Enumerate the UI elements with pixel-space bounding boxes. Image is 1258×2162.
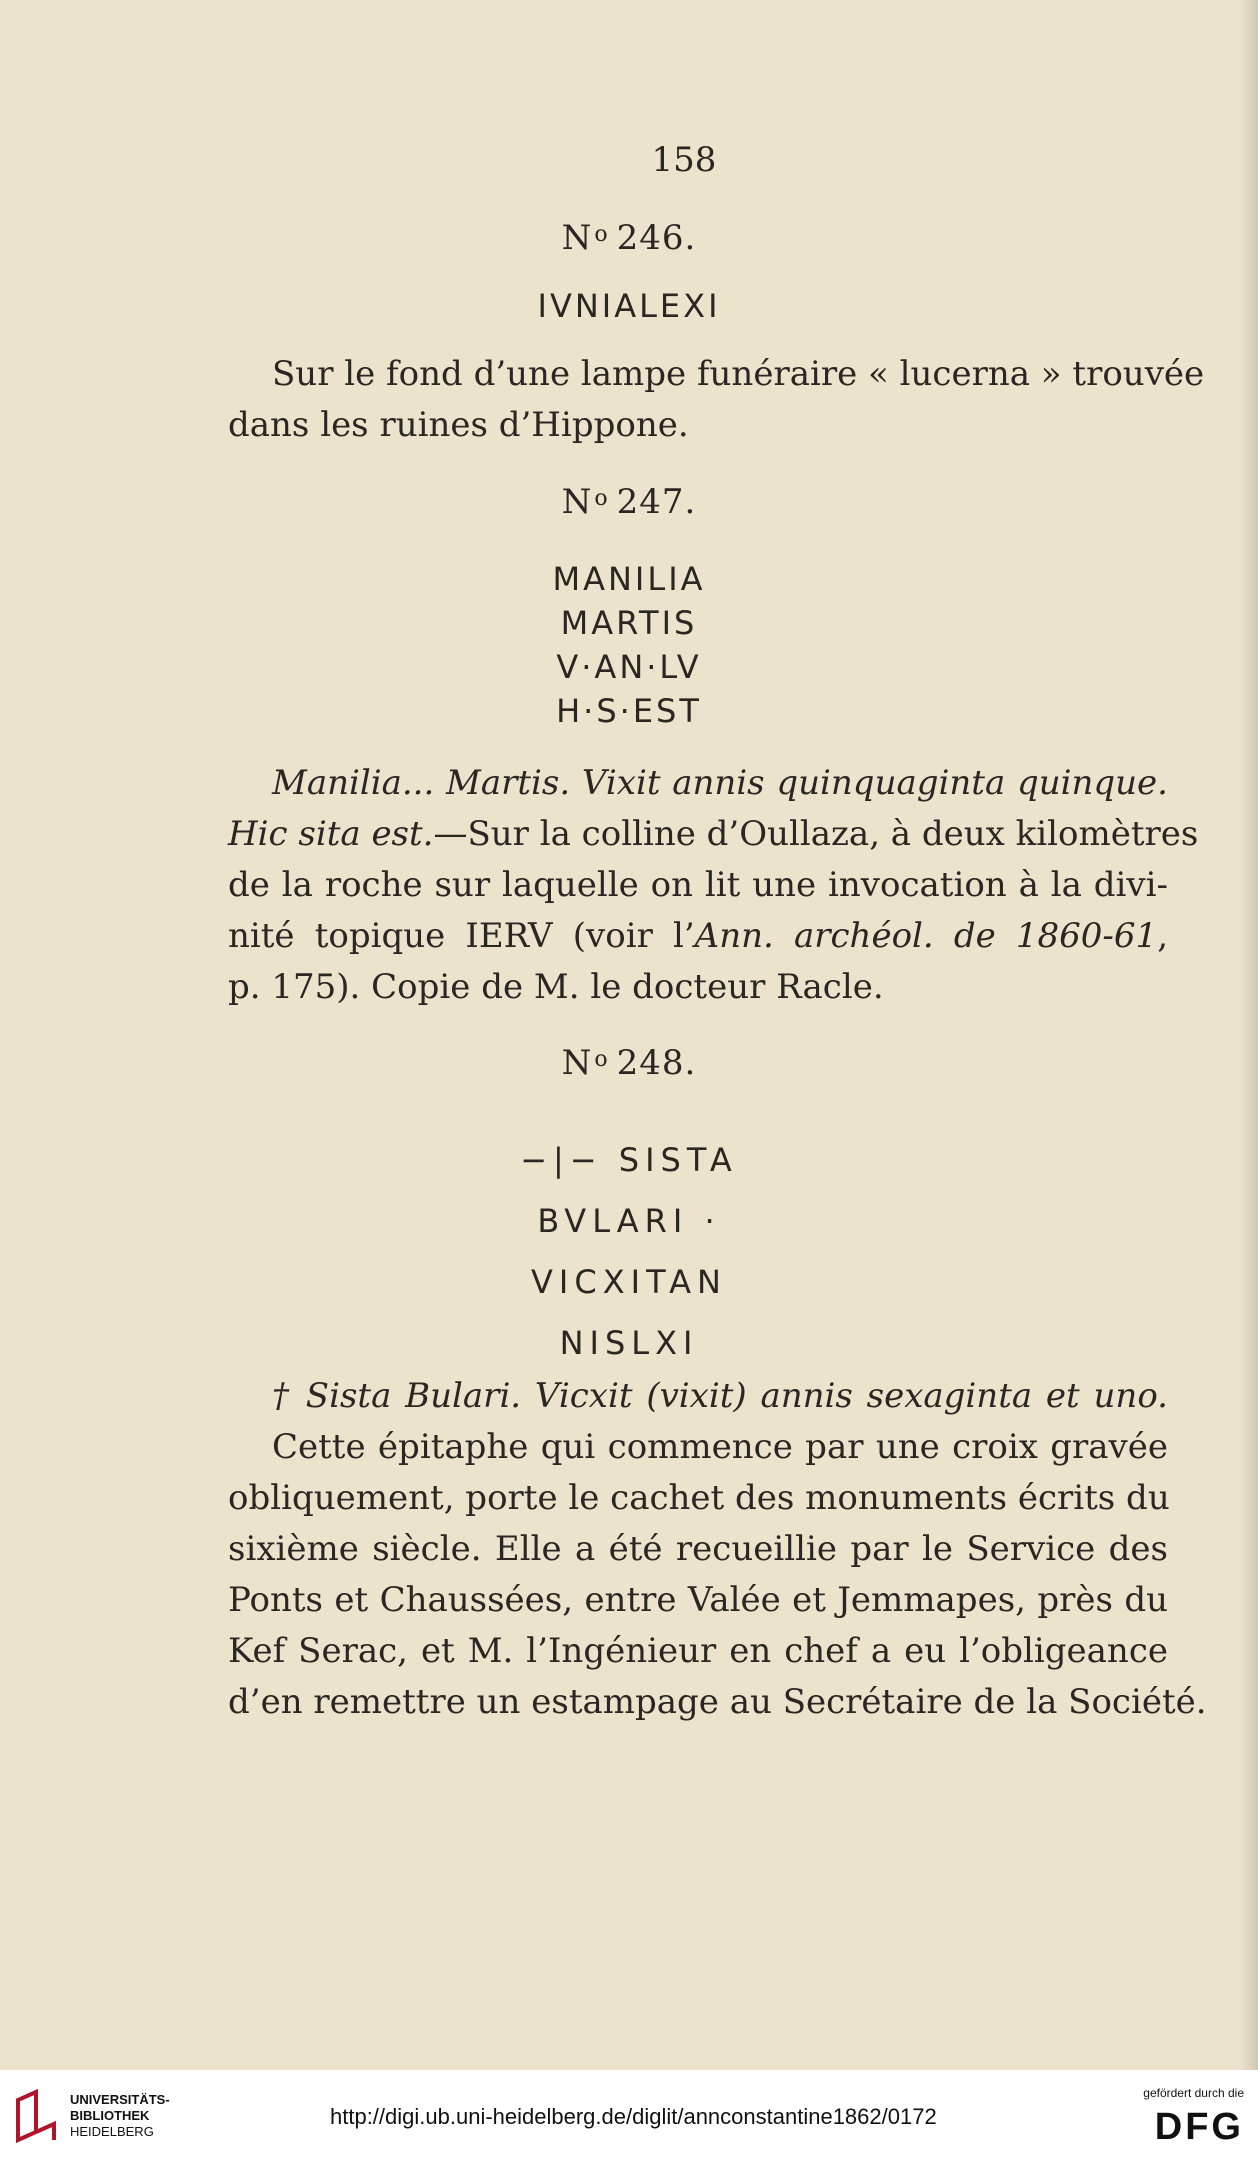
text-fragment: —Sur la colline d’Oullaza, à deux kilomètres <box>433 814 1199 854</box>
entry-number-prefix: N <box>561 1043 593 1083</box>
text-line: Kef Serac, et M. l’Ingénieur en chef a eu l’obligeance <box>228 1631 1168 1671</box>
library-name <box>70 2092 170 2140</box>
text-line: p. 175). Copie de M. le docteur Racle. <box>228 967 884 1007</box>
commentary-248 <box>228 1371 1207 1728</box>
inscription-line: −|− SISTA <box>520 1141 738 1179</box>
translation-fragment: Hic sita est. <box>228 814 434 854</box>
translation-line: Manilia... Martis. Vixit annis quinquaginta quinque. <box>272 763 1168 803</box>
inscription-247 <box>0 557 1258 733</box>
entry-number-prefix: N <box>561 218 593 258</box>
page-number: 158 <box>651 140 717 180</box>
translation-line: † Sista Bulari. Vicxit (vixit) annis sexaginta et uno. <box>272 1376 1168 1416</box>
funded-by-label: gefördert durch die <box>1143 2086 1244 2100</box>
commentary-247 <box>228 758 1199 1013</box>
inscription-line: BVLARI · <box>537 1202 721 1240</box>
inscription-line: V·AN·LV <box>556 648 702 686</box>
text-line: Sur le fond d’une lampe funéraire « lucerna » trouvée <box>272 354 1205 394</box>
text-line: dans les ruines d’Hippone. <box>228 405 689 445</box>
entry-number-value: 247. <box>616 482 697 522</box>
library-logo-icon <box>14 2088 60 2144</box>
library-name-line: UNIVERSITÄTS- <box>70 2092 170 2107</box>
entry-number-superscript: o <box>594 486 609 511</box>
library-name-line: BIBLIOTHEK <box>70 2108 150 2123</box>
commentary-246 <box>228 349 1205 451</box>
text-line: d’en remettre un estampage au Secrétaire de la Société. <box>228 1682 1207 1722</box>
text-line: Ponts et Chaussées, entre Valée et Jemmapes, près du <box>228 1580 1168 1620</box>
citation-fragment: Ann. archéol. de 1860-61 <box>694 916 1158 956</box>
text-line: obliquement, porte le cachet des monuments écrits du <box>228 1478 1170 1518</box>
entry-number-value: 248. <box>616 1043 697 1083</box>
inscription-line: MARTIS <box>560 604 698 642</box>
inscription-line: IVNIALEXI <box>537 287 721 325</box>
text-line <box>228 809 1199 860</box>
inscription-line: MANILIA <box>552 560 706 598</box>
entry-number-superscript: o <box>594 222 609 247</box>
entry-number-247 <box>0 482 1258 522</box>
permalink-url[interactable]: http://digi.ub.uni-heidelberg.de/diglit/annconstantine1862/0172 <box>330 2104 937 2129</box>
entry-number-value: 246. <box>616 218 697 258</box>
inscription-line: NISLXI <box>559 1324 699 1362</box>
inscription-line: H·S·EST <box>556 692 702 730</box>
inscription-246 <box>0 284 1258 328</box>
text-line: de la roche sur laquelle on lit une invocation à la divi- <box>228 865 1168 905</box>
entry-number-superscript: o <box>594 1047 609 1072</box>
dfg-logo: DFG <box>1154 2106 1244 2148</box>
inscription-line: VICXITAN <box>531 1263 727 1301</box>
text-line: Cette épitaphe qui commence par une croix gravée <box>272 1427 1168 1467</box>
library-name-line: HEIDELBERG <box>70 2124 154 2139</box>
text-line <box>228 911 1168 962</box>
viewer-footer <box>0 2070 1258 2162</box>
inscription-248 <box>0 1130 1258 1374</box>
text-line: sixième siècle. Elle a été recueillie par le Service des <box>228 1529 1168 1569</box>
text-fragment: nité topique IERV (voir l’ <box>228 916 695 956</box>
entry-number-246 <box>0 218 1258 258</box>
text-fragment: , <box>1157 916 1168 956</box>
entry-number-248 <box>0 1043 1258 1083</box>
entry-number-prefix: N <box>561 482 593 522</box>
